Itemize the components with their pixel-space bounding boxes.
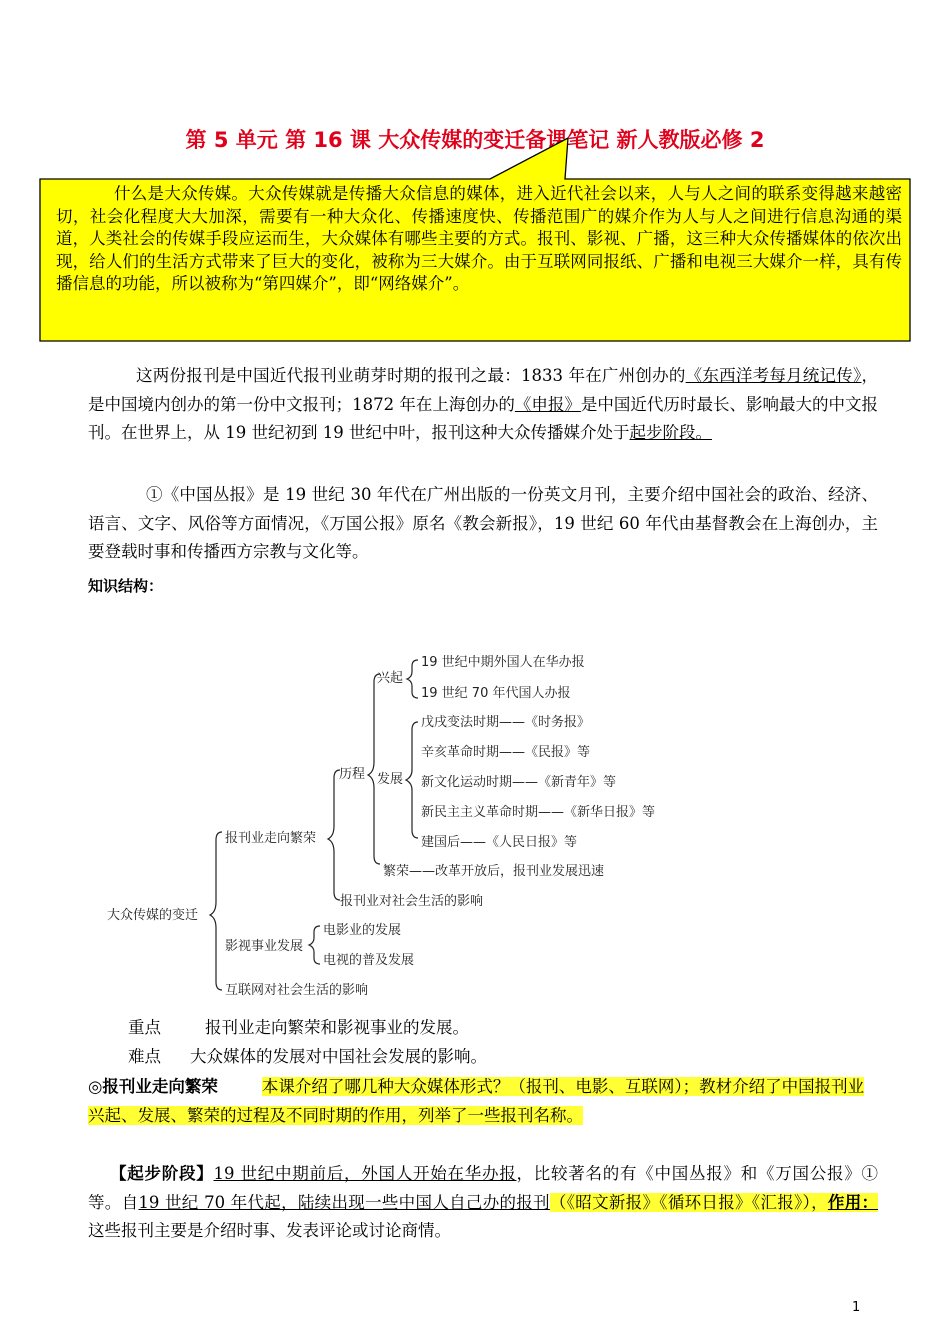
key-point-label: 重点 xyxy=(128,1018,161,1037)
tree-develop: 发展 xyxy=(377,772,404,787)
b2-brace xyxy=(309,926,320,964)
stage-bracket: 【起步阶段】 xyxy=(110,1164,214,1183)
history-brace xyxy=(368,674,380,864)
initial-stage-text: 起步阶段。 xyxy=(629,423,712,442)
b1-brace xyxy=(328,770,340,900)
paragraph-first-newspapers: 这两份报刊是中国近代报刊业萌芽时期的报刊之最：1833 年在广州创办的《东西洋考每月统记传》，是中国境内创办的第一份中文报刊；1872 年在上海创办的《申报》是中国近代历时最长、影响最大的中文报刊。在世界上，从 19 世纪初到 19 世纪中叶，报刊这种大众传播媒介处于起步阶段。 xyxy=(88,366,879,442)
tree-b3: 互联网对社会生活的影响 xyxy=(225,983,369,998)
develop-brace xyxy=(406,722,418,838)
tree-b2-item: 电影业的发展 xyxy=(323,923,402,938)
tree-b1: 报刊业走向繁荣 xyxy=(225,831,317,846)
knowledge-structure-label: 知识结构： xyxy=(88,577,164,595)
page-number: 1 xyxy=(852,1300,861,1315)
difficult-point-label: 难点 xyxy=(128,1047,161,1066)
tree-develop-item: 戊戌变法时期——《时务报》 xyxy=(421,715,591,730)
paragraph-initial-stage: 【起步阶段】19 世纪中期前后，外国人开始在华办报，比较著名的有《中国丛报》和《万国公报》①等。自19 世纪 70 年代起，陆续出现一些中国人自己办的报刊（《昭文新报》《循环日报》《汇报》），作用：这些报刊主要是介绍时事、发表评论或讨论商情。 xyxy=(88,1164,879,1240)
tree-root: 大众传媒的变迁 xyxy=(107,908,199,923)
tree-rise: 兴起 xyxy=(377,671,404,686)
tree-develop-item: 辛亥革命时期——《民报》等 xyxy=(421,745,591,760)
tree-rise-item: 19 世纪中期外国人在华办报 xyxy=(421,655,585,670)
callout-text: 什么是大众传媒。大众传媒就是传播大众信息的媒体，进入近代社会以来，人与人之间的联系变得越来越密切，社会化程度大大加深，需要有一种大众化、传播速度快、传播范围广的媒介作为人与人之间进行信息沟通的渠道，人类社会的传媒手段应运而生，大众媒体有哪些主要的方式。报刊、影视、广播，这三种大众传播媒体的依次出现，给人们的生活方式带来了巨大的变化，被称为三大媒介。由于互联网同报纸、广播和电视三大媒介一样，具有传播信息的功能，所以被称为“第四媒介”，即“网络媒介”。 xyxy=(56,184,902,293)
tree-develop-item: 建国后——《人民日报》等 xyxy=(421,835,578,850)
paragraph-footnote: ①《中国丛报》是 19 世纪 30 年代在广州出版的一份英文月刊，主要介绍中国社会的政治、经济、语言、文字、风俗等方面情况，《万国公报》原名《教会新报》，19 世纪 60 年代由基督教会在上海创办，主要登载时事和传播西方宗教与文化等。 xyxy=(88,485,878,561)
difficult-point-value: 大众媒体的发展对中国社会发展的影响。 xyxy=(190,1047,487,1066)
rise-brace xyxy=(407,660,418,698)
tree-prosper: 繁荣——改革开放后，报刊业发展迅速 xyxy=(383,864,605,879)
newspaper-shenbao: 《申报》 xyxy=(514,394,581,414)
tree-develop-item: 新民主主义革命时期——《新华日报》等 xyxy=(421,805,656,820)
tree-history: 历程 xyxy=(339,767,366,782)
page-title: 第 5 单元 第 16 课 大众传媒的变迁备课笔记 新人教版必修 2 xyxy=(185,128,765,152)
tree-influence: 报刊业对社会生活的影响 xyxy=(340,894,484,909)
tree-develop-item: 新文化运动时期——《新青年》等 xyxy=(421,775,617,790)
tree-rise-item: 19 世纪 70 年代国人办报 xyxy=(421,686,571,701)
tree-b2: 影视事业发展 xyxy=(225,939,304,954)
callout-shape xyxy=(0,0,950,360)
key-point-value: 报刊业走向繁荣和影视事业的发展。 xyxy=(205,1018,469,1037)
tree-b2-item: 电视的普及发展 xyxy=(323,953,415,968)
newspaper-dongxiyang: 《东西洋考每月统记传》 xyxy=(685,366,862,385)
function-label: 作用： xyxy=(827,1192,879,1212)
section-newspaper-prosperity xyxy=(88,1073,878,1130)
knowledge-structure-tree xyxy=(0,630,950,1010)
newspaper-list-highlight: （《昭文新报》《循环日报》《汇报》）， xyxy=(549,1192,828,1212)
section-highlight: 本课介绍了哪几种大众媒体形式？（报刊、电影、互联网）；教材介绍了中国报刊业兴起、发展、繁荣的过程及不同时期的作用，列举了一些报刊名称。 xyxy=(88,1077,865,1125)
root-brace xyxy=(210,832,222,990)
section-heading: ◎报刊业走向繁荣 xyxy=(88,1077,218,1096)
